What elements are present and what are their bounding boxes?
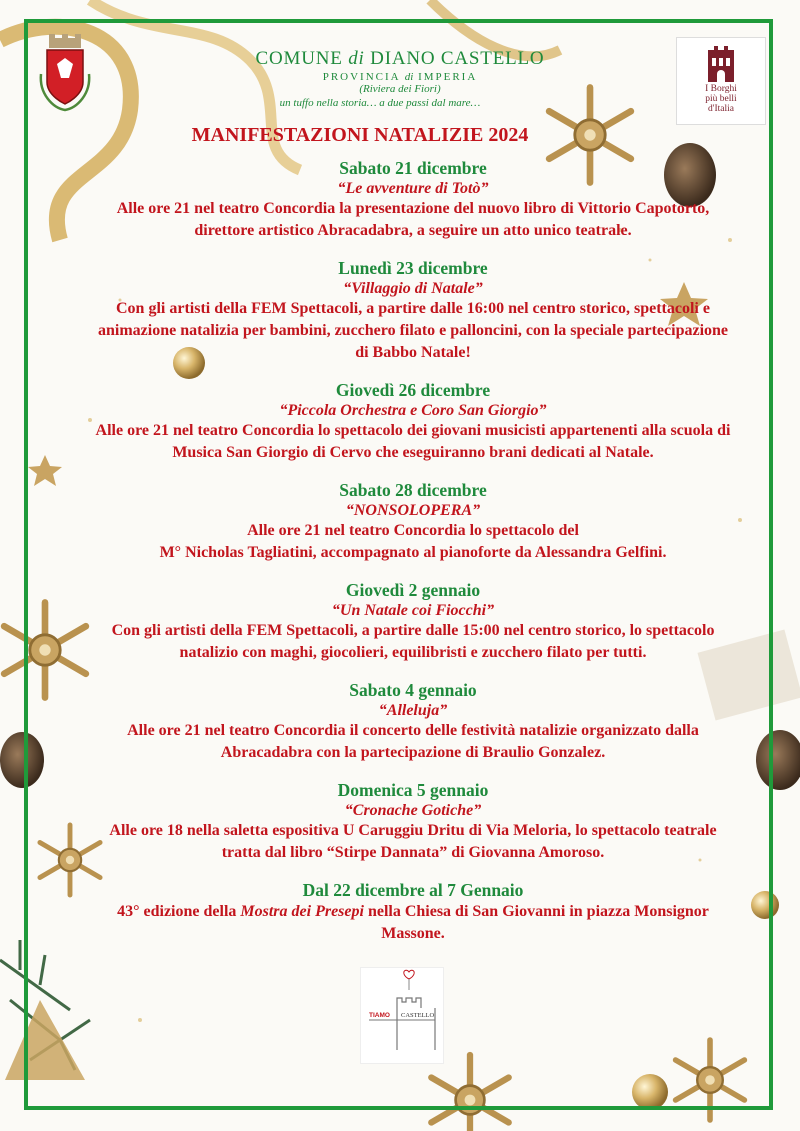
event-date: Giovedì 26 dicembre — [335, 380, 491, 400]
castello-word: CASTELLO — [401, 1012, 435, 1019]
event-description: Alle ore 21 nel teatro Concordia lo spettacolo del M° Nicholas Tagliatini, accompagnato al pianoforte da Alessandra Gelfini. — [159, 522, 667, 561]
borghi-line-2: più belli — [705, 94, 737, 104]
event-item-presepi — [48, 880, 778, 945]
tiamo-castello-logo — [361, 968, 443, 1063]
events-list — [48, 158, 778, 961]
event-subtitle: “Un Natale coi Fiocchi” — [331, 602, 495, 619]
event-description: Con gli artisti della FEM Spettacoli, a partire dalle 15:00 nel centro storico, lo spettacolo natalizio con maghi, giocolieri, equilibristi e zucchero filato per tutti. — [111, 622, 715, 661]
event-date: Lunedì 23 dicembre — [338, 258, 488, 278]
event-date: Sabato 4 gennaio — [349, 680, 477, 700]
event-item — [48, 380, 778, 464]
event-date: Dal 22 dicembre al 7 Gennaio — [302, 880, 524, 900]
event-item — [48, 780, 778, 864]
event-description: Alle ore 18 nella saletta espositiva U Caruggiu Dritu di Via Meloria, lo spettacolo teatrale tratta dal libro “Stirpe Dannata” di Giovanna Amoroso. — [109, 822, 717, 861]
borghi-piu-belli-logo — [676, 37, 766, 125]
event-item — [48, 480, 778, 564]
tiamo-word: TIAMO — [369, 1012, 390, 1019]
event-date: Domenica 5 gennaio — [337, 780, 489, 800]
event-description: 43° edizione della Mostra dei Presepi nella Chiesa di San Giovanni in piazza Monsignor Massone. — [117, 903, 709, 942]
event-description: Alle ore 21 nel teatro Concordia il concerto delle festività natalizie organizzato dalla Abracadabra con la partecipazione di Braulio Gonzalez. — [127, 722, 699, 761]
event-subtitle: “Cronache Gotiche” — [344, 802, 482, 819]
borghi-line-1: I Borghi — [705, 84, 737, 94]
event-subtitle: “NONSOLOPERA” — [345, 502, 481, 519]
riviera-subtitle: (Riviera dei Fiori) — [359, 83, 441, 95]
event-description: Alle ore 21 nel teatro Concordia lo spettacolo dei giovani musicisti appartenenti alla scuola di Musica San Giorgio di Cervo che eseguiranno brani dedicati al Natale. — [95, 422, 731, 461]
event-description: Con gli artisti della FEM Spettacoli, a partire dalle 16:00 nel centro storico, spettacoli e animazione natalizia per bambini, zucchero filato e palloncini, con la speciale partecipazione di Babbo Natale! — [97, 300, 729, 361]
provincia-name: PROVINCIA di IMPERIA — [322, 71, 478, 83]
comune-name: COMUNE di DIANO CASTELLO — [255, 48, 545, 69]
event-date: Sabato 28 dicembre — [339, 480, 487, 500]
event-date: Giovedì 2 gennaio — [345, 580, 481, 600]
borghi-line-3: d'Italia — [708, 104, 734, 114]
municipal-crest-icon — [35, 34, 95, 114]
event-date: Sabato 21 dicembre — [339, 158, 487, 178]
municipality-header — [180, 48, 620, 109]
event-subtitle: “Le avventure di Totò” — [337, 180, 489, 197]
castle-icon — [706, 44, 736, 84]
event-item — [48, 680, 778, 764]
page-title: MANIFESTAZIONI NATALIZIE 2024 — [191, 124, 529, 146]
event-item — [48, 158, 778, 242]
event-item — [48, 580, 778, 664]
event-description: Alle ore 21 nel teatro Concordia la presentazione del nuovo libro di Vittorio Capotorto, direttore artistico Abracadabra, a seguire un atto unico teatrale. — [116, 200, 710, 239]
tagline: un tuffo nella storia… a due passi dal mare… — [279, 97, 481, 109]
event-item — [48, 258, 778, 364]
event-subtitle: “Villaggio di Natale” — [343, 280, 483, 297]
event-subtitle: “Piccola Orchestra e Coro San Giorgio” — [279, 402, 547, 419]
event-subtitle: “Alleluja” — [378, 702, 448, 719]
